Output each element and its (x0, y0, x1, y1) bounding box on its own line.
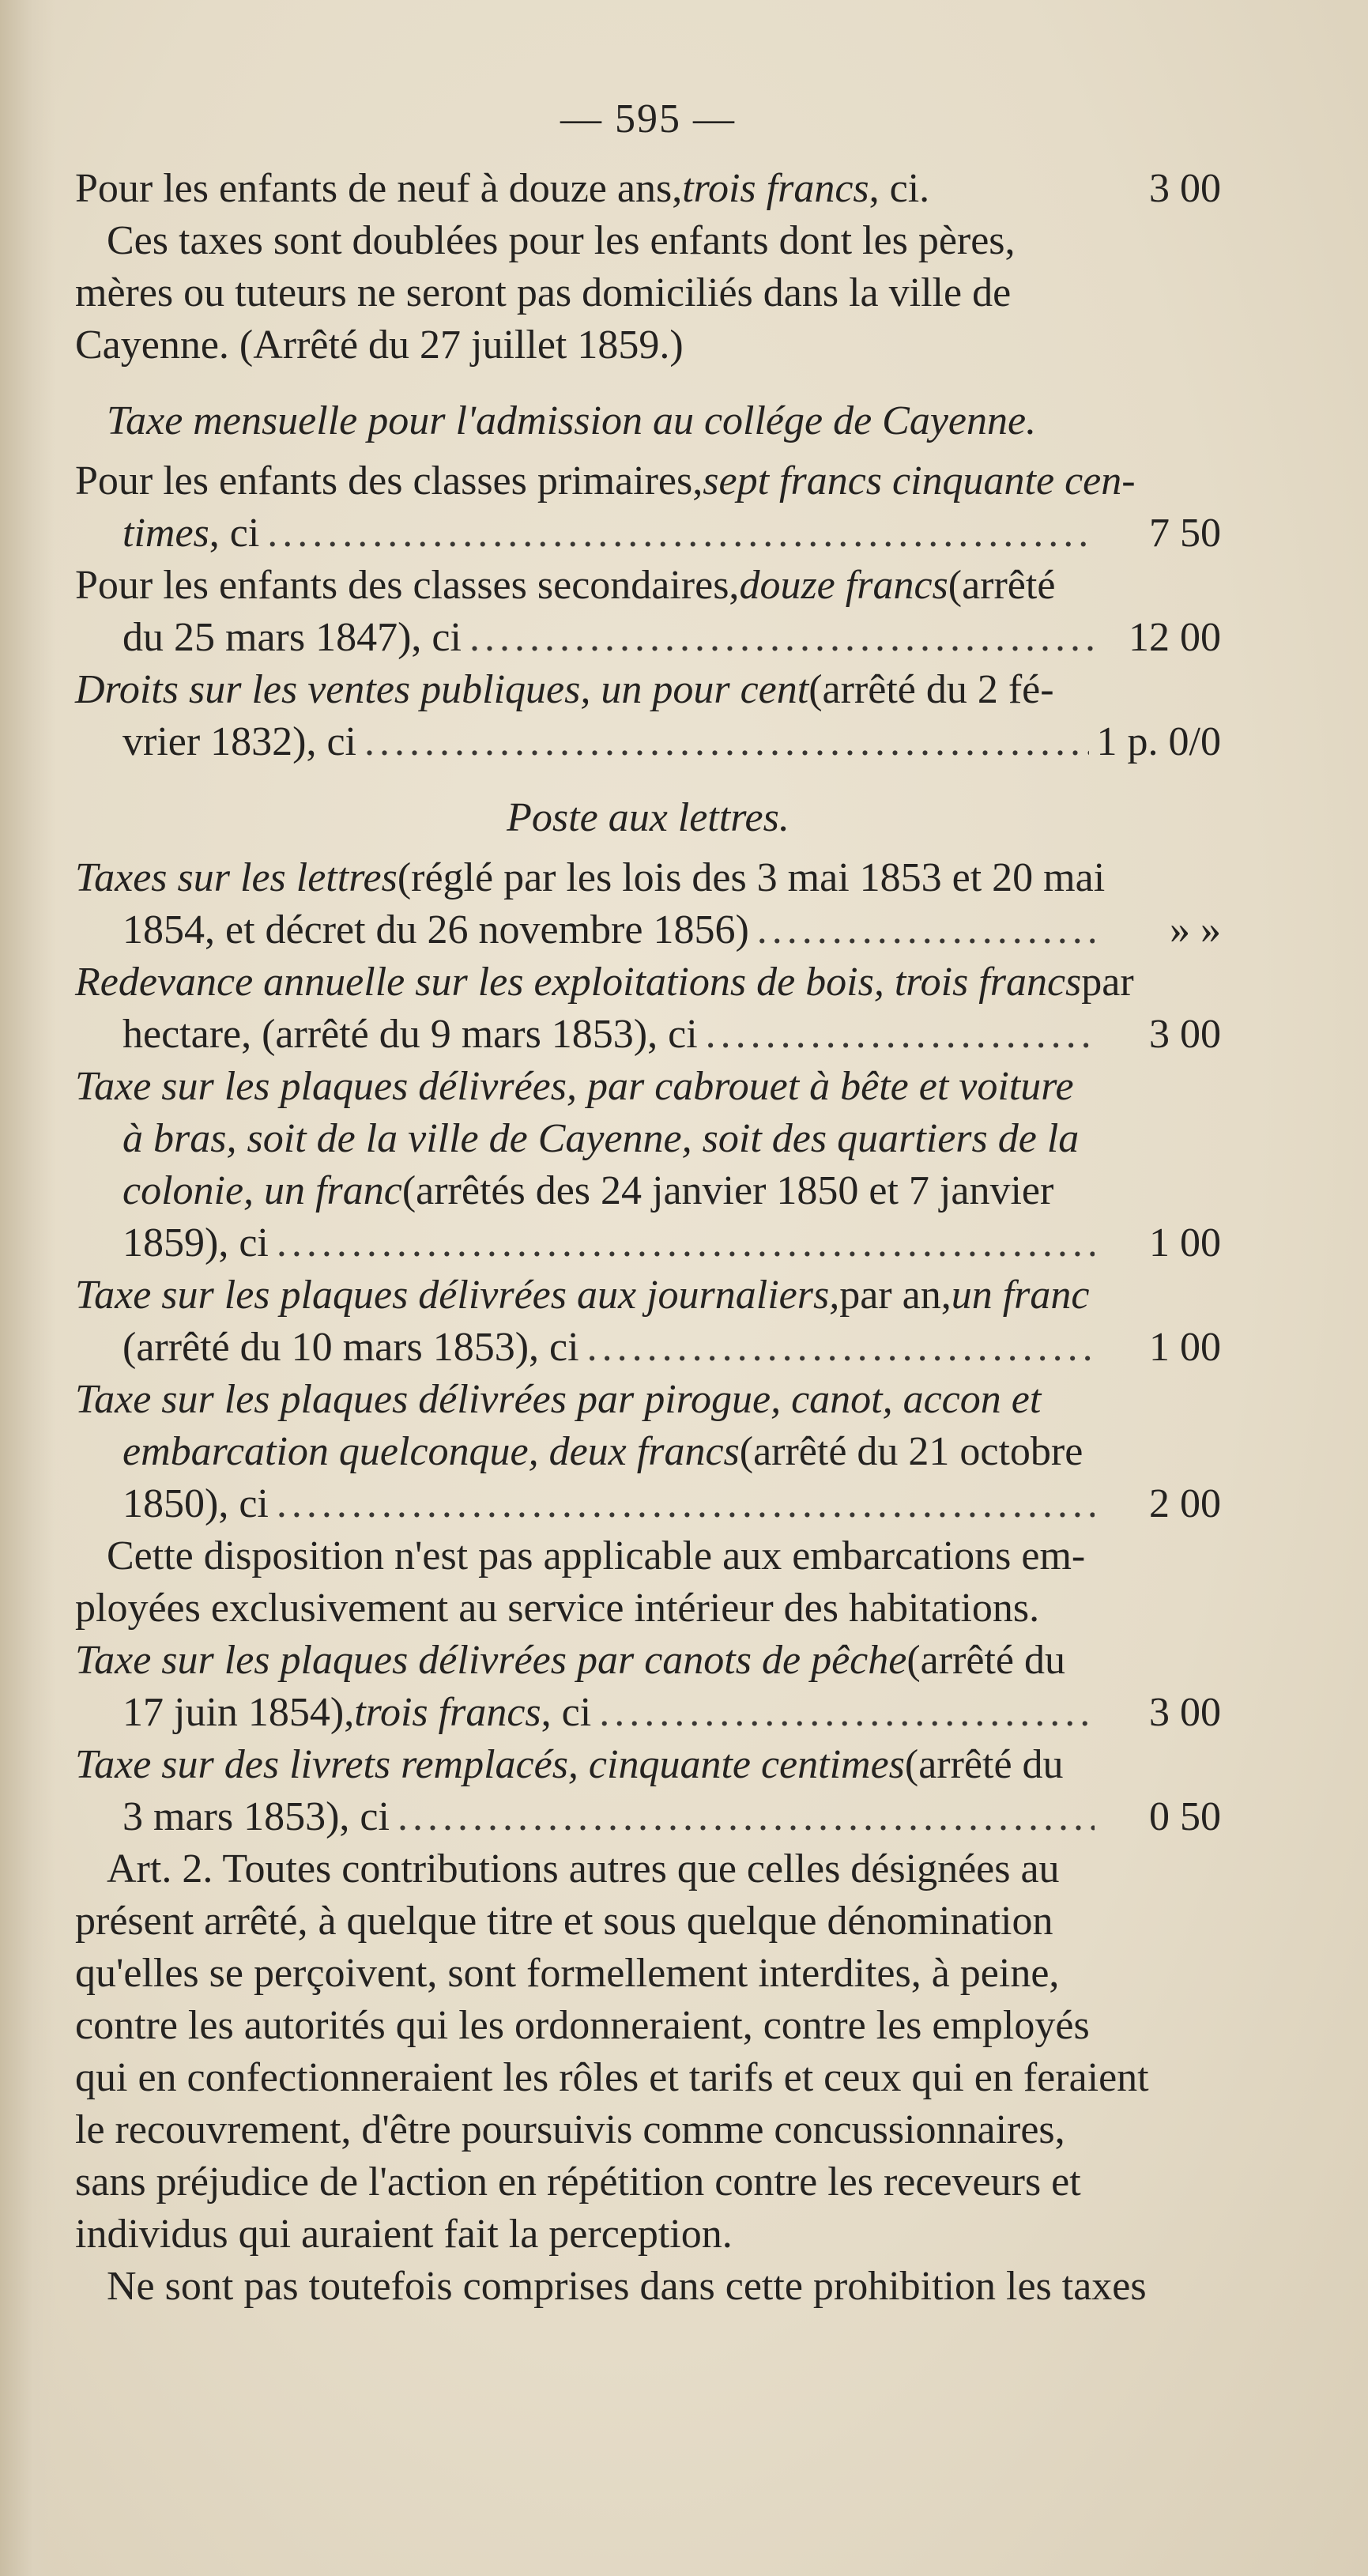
tax-entry-ventes-cont: vrier 1832), ci ..... 1 p. 0/0 (75, 716, 1221, 768)
page-number: — 595 — (560, 96, 736, 141)
tax-entry-peche: Taxe sur les plaques délivrées par canots de pêche (arrêté du (75, 1638, 1065, 1683)
tax-entry-ventes: Droits sur les ventes publiques, un pour cent (arrêté du 2 fé- (75, 667, 1054, 712)
tax-amount: 7 50 (1149, 511, 1221, 556)
tax-entry-secondaires: Pour les enfants des classes secondaires, douze francs (arrêté (75, 563, 1056, 608)
leader-dots (398, 1791, 1095, 1843)
tax-amount: 3 00 (1149, 1012, 1221, 1057)
article-line: sans préjudice de l'action en répétition contre les receveurs et (75, 2159, 1081, 2204)
tax-amount: 1 00 (1149, 1220, 1221, 1265)
tax-entry-cabrouet-cont: 1859), ci ..... 1 00 (75, 1217, 1221, 1269)
section-heading-college: Taxe mensuelle pour l'admission au collége de Cayenne. (107, 398, 1037, 443)
leader-dots (277, 1217, 1095, 1269)
leader-dots (267, 507, 1095, 560)
article-line: qu'elles se perçoivent, sont formellement interdites, à peine, (75, 1951, 1060, 1996)
tax-entry-cabrouet: Taxe sur les plaques délivrées, par cabrouet à bête et voiture (75, 1064, 1074, 1109)
tax-entry-journaliers-cont: (arrêté du 10 mars 1853), ci ..... 1 00 (75, 1322, 1221, 1374)
article-line: individus qui auraient fait la perception. (75, 2212, 733, 2257)
page-content (75, 93, 1221, 2313)
article-line: Ne sont pas toutefois comprises dans cette prohibition les taxes (107, 2264, 1147, 2309)
tax-amount: 12 00 (1129, 615, 1221, 660)
tax-amount: 1 00 (1149, 1325, 1221, 1370)
tax-amount: 3 00 (1149, 1690, 1221, 1735)
tax-amount: 3 00 (1149, 166, 1221, 211)
paragraph-line: Ces taxes sont doublées pour les enfants dont les pères, (107, 218, 1016, 263)
paragraph-line: ployées exclusivement au service intérieur des habitations. (75, 1586, 1040, 1631)
leader-dots (757, 904, 1095, 956)
tax-entry-bois: Redevance annuelle sur les exploitations de bois, trois francs par (75, 960, 1134, 1005)
article-line: qui en confectionneraient les rôles et tarifs et ceux qui en feraient (75, 2055, 1149, 2100)
leader-dots (364, 716, 1089, 768)
tax-amount: 0 50 (1149, 1794, 1221, 1839)
paragraph-line: Cayenne. (Arrêté du 27 juillet 1859.) (75, 322, 684, 368)
tax-entry-cabrouet-cont: à bras, soit de la ville de Cayenne, soit des quartiers de la (122, 1116, 1080, 1161)
leader-dots (469, 612, 1095, 664)
article-line: contre les autorités qui les ordonneraient, contre les employés (75, 2003, 1090, 2048)
tax-entry-pirogue-cont: 1850), ci ..... 2 00 (75, 1478, 1221, 1530)
article-line: Art. 2. Toutes contributions autres que celles désignées au (107, 1846, 1060, 1891)
leader-dots (587, 1322, 1095, 1374)
tax-entry-lettres-cont: 1854, et décret du 26 novembre 1856) ..... » » (75, 904, 1221, 956)
article-line: présent arrêté, à quelque titre et sous quelque dénomination (75, 1899, 1053, 1944)
tax-entry-lettres: Taxes sur les lettres (réglé par les lois des 3 mai 1853 et 20 mai (75, 855, 1106, 900)
section-heading-poste: Poste aux lettres. (507, 795, 790, 840)
leader-dots (599, 1687, 1095, 1739)
tax-entry-primaires-cont: times , ci ..... 7 50 (75, 507, 1221, 560)
tax-entry-peche-cont: 17 juin 1854), trois francs , ci ..... 3 00 (75, 1687, 1221, 1739)
tax-entry-bois-cont: hectare, (arrêté du 9 mars 1853), ci ..... 3 00 (75, 1009, 1221, 1061)
tax-entry-pirogue: Taxe sur les plaques délivrées par pirogue, canot, accon et (75, 1377, 1042, 1422)
paragraph-line: Cette disposition n'est pas applicable aux embarcations em- (107, 1533, 1086, 1578)
article-line: le recouvrement, d'être poursuivis comme concussionnaires, (75, 2107, 1065, 2152)
tax-entry-livrets-cont: 3 mars 1853), ci ..... 0 50 (75, 1791, 1221, 1843)
tax-entry-pirogue-cont: embarcation quelconque, deux francs (arrêté du 21 octobre (122, 1429, 1083, 1474)
tax-amount: 2 00 (1149, 1481, 1221, 1526)
tax-entry-journaliers: Taxe sur les plaques délivrées aux journaliers, par an, un franc (75, 1273, 1090, 1318)
leader-dots (277, 1478, 1095, 1530)
tax-entry-primaires: Pour les enfants des classes primaires, sept francs cinquante cen- (75, 458, 1136, 504)
paragraph-line: mères ou tuteurs ne seront pas domiciliés dans la ville de (75, 270, 1012, 315)
page-gutter-shadow (0, 0, 55, 2576)
leader-dots (706, 1009, 1095, 1061)
tax-amount: 1 p. 0/0 (1096, 719, 1221, 764)
tax-entry-secondaires-cont: du 25 mars 1847), ci ..... 12 00 (75, 612, 1221, 664)
tax-entry-neuf-douze: Pour les enfants de neuf à douze ans, trois francs , ci. 3 00 (75, 163, 1221, 215)
tax-entry-livrets: Taxe sur des livrets remplacés, cinquante centimes (arrêté du (75, 1742, 1064, 1787)
tax-amount: » » (1170, 907, 1221, 952)
tax-entry-cabrouet-cont: colonie, un franc (arrêtés des 24 janvier 1850 et 7 janvier (122, 1168, 1054, 1213)
